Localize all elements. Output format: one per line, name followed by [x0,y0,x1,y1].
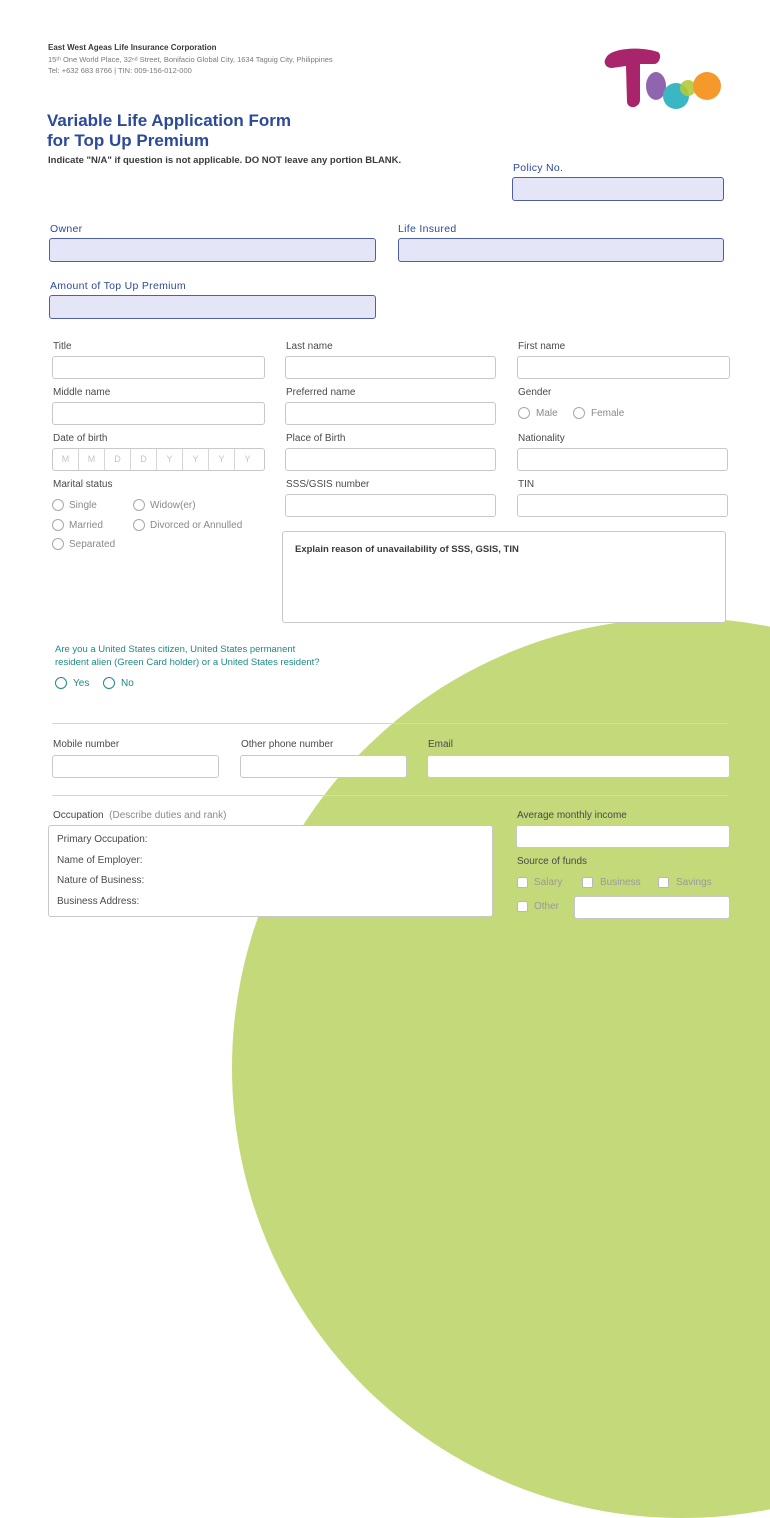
tin-field[interactable] [517,494,728,517]
form-instruction: Indicate "N/A" if question is not applicable. DO NOT leave any portion BLANK. [48,155,402,166]
fund-business-checkbox[interactable] [582,877,593,888]
fund-savings-label: Savings [676,877,712,888]
dob-month-digit-2[interactable]: M [79,449,105,470]
marital-divorced-label: Divorced or Annulled [150,520,243,531]
policy-no-label: Policy No. [513,162,564,174]
gender-female-radio[interactable] [573,407,585,419]
marital-single-label: Single [69,500,97,511]
first-name-field[interactable] [517,356,730,379]
employer-name-label: Name of Employer: [57,855,143,866]
middle-name-field[interactable] [52,402,265,425]
us-question-line-1: Are you a United States citizen, United States permanent [55,644,296,655]
other-phone-field[interactable] [240,755,407,778]
us-question-line-2: resident alien (Green Card holder) or a United States resident? [55,657,320,668]
us-no-label: No [121,678,134,689]
first-name-label: First name [518,341,566,352]
green-background-shape [232,618,770,1518]
title-label: Title [53,341,72,352]
other-phone-label: Other phone number [241,739,334,750]
primary-occupation-label: Primary Occupation: [57,834,148,845]
avg-income-field[interactable] [516,825,730,848]
marital-widower-radio[interactable] [133,499,145,511]
mobile-number-label: Mobile number [53,739,120,750]
mobile-number-field[interactable] [52,755,219,778]
place-of-birth-label: Place of Birth [286,433,346,444]
nationality-field[interactable] [517,448,728,471]
nature-of-business-label: Nature of Business: [57,875,145,886]
marital-separated-radio[interactable] [52,538,64,550]
fund-savings-checkbox[interactable] [658,877,669,888]
fund-business-label: Business [600,877,641,888]
business-address-label: Business Address: [57,896,140,907]
marital-single-radio[interactable] [52,499,64,511]
section-divider-2 [52,795,728,796]
nationality-label: Nationality [518,433,565,444]
fund-other-field[interactable] [574,896,730,919]
dob-day-digit-1[interactable]: D [105,449,131,470]
occupation-label-text: Occupation [53,810,104,821]
dob-year-digit-1[interactable]: Y [157,449,183,470]
date-of-birth-field[interactable] [52,448,265,471]
sss-gsis-label: SSS/GSIS number [286,479,370,490]
us-yes-label: Yes [73,678,90,689]
fund-salary-checkbox[interactable] [517,877,528,888]
preferred-name-label: Preferred name [286,387,356,398]
marital-married-radio[interactable] [52,519,64,531]
fund-salary-label: Salary [534,877,563,888]
form-title-line-2: for Top Up Premium [47,131,210,150]
owner-label: Owner [50,223,83,235]
amount-top-up-field[interactable] [49,295,376,319]
occupation-hint: (Describe duties and rank) [109,810,227,821]
marital-widower-label: Widow(er) [150,500,196,511]
troo-logo-graphic [600,44,725,114]
policy-no-field[interactable] [512,177,724,201]
last-name-label: Last name [286,341,333,352]
explain-unavailability-label: Explain reason of unavailability of SSS, GSIS, TIN [295,544,519,555]
email-field[interactable] [427,755,730,778]
dob-day-digit-2[interactable]: D [131,449,157,470]
marital-status-label: Marital status [53,479,113,490]
dob-year-digit-4[interactable]: Y [244,454,251,464]
owner-field[interactable] [49,238,376,262]
date-of-birth-label: Date of birth [53,433,108,444]
dob-month-digit-1[interactable]: M [53,449,79,470]
sss-gsis-field[interactable] [285,494,496,517]
form-title-line-1: Variable Life Application Form [47,111,292,130]
us-no-radio[interactable] [103,677,115,689]
gender-female-label: Female [591,408,625,419]
amount-top-up-label: Amount of Top Up Premium [50,280,186,292]
occupation-box[interactable] [48,825,493,917]
fund-other-label: Other [534,901,560,912]
last-name-field[interactable] [285,356,496,379]
company-address: 15ᵗʰ One World Place, 32ⁿᵈ Street, Bonifacio Global City, 1634 Taguig City, Philippines [48,55,333,64]
marital-divorced-radio[interactable] [133,519,145,531]
gender-male-label: Male [536,408,558,419]
occupation-label [53,810,226,821]
place-of-birth-field[interactable] [285,448,496,471]
tin-label: TIN [518,479,535,490]
marital-separated-label: Separated [69,539,116,550]
source-of-funds-label: Source of funds [517,856,588,867]
section-divider [52,723,728,724]
troo-logo [600,44,725,114]
title-field[interactable] [52,356,265,379]
gender-male-radio[interactable] [518,407,530,419]
life-insured-label: Life Insured [398,223,457,235]
marital-married-label: Married [69,520,103,531]
preferred-name-field[interactable] [285,402,496,425]
company-name: East West Ageas Life Insurance Corporation [48,43,217,52]
company-contact: Tel: +632 683 8766 | TIN: 009-156-012-000 [48,66,192,75]
email-label: Email [428,739,454,750]
explain-unavailability-box[interactable] [282,531,726,623]
gender-label: Gender [518,387,552,398]
avg-income-label: Average monthly income [517,810,627,821]
dob-year-digit-2[interactable]: Y [183,449,209,470]
dob-year-digit-3[interactable]: Y [209,449,235,470]
middle-name-label: Middle name [53,387,111,398]
life-insured-field[interactable] [398,238,724,262]
fund-other-checkbox[interactable] [517,901,528,912]
us-yes-radio[interactable] [55,677,67,689]
